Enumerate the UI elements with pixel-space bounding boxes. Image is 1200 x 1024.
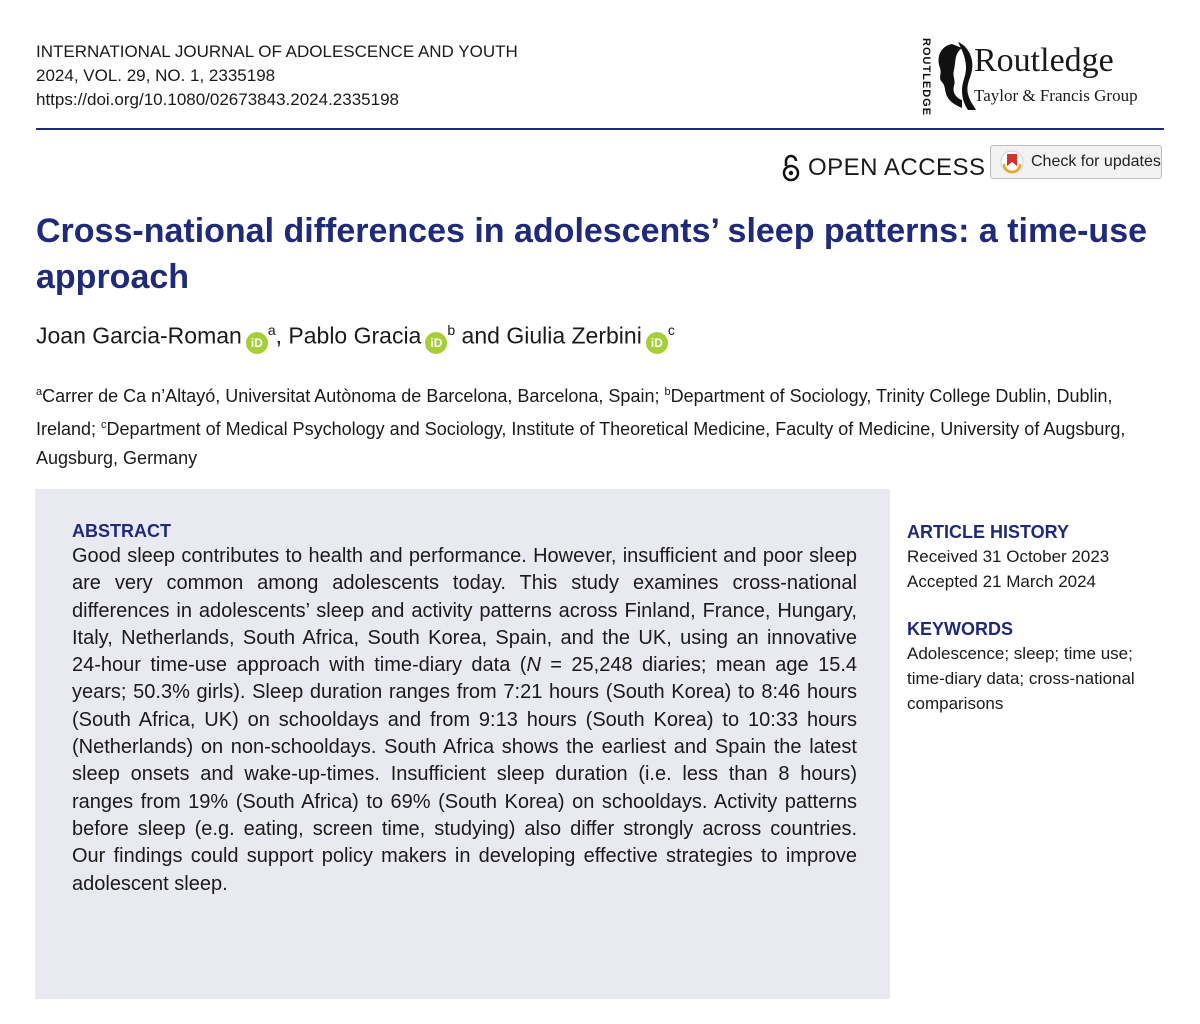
orcid-icon[interactable]: iD xyxy=(246,332,268,354)
open-lock-icon xyxy=(782,154,800,182)
orcid-icon[interactable]: iD xyxy=(646,332,668,354)
publisher-vertical-text: ROUTLEDGE xyxy=(920,38,932,117)
affiliation-marker: a xyxy=(267,322,276,338)
crossmark-icon xyxy=(999,149,1025,175)
affiliation-marker: c xyxy=(667,322,675,338)
affiliation-text: Department of Sociology, Trinity College Dublin, Dublin, Ireland; xyxy=(36,386,1113,439)
header-divider xyxy=(36,128,1164,130)
journal-header xyxy=(36,40,518,112)
affiliation-sup: a xyxy=(36,386,43,398)
author-separator: , xyxy=(275,322,289,349)
keywords xyxy=(907,617,1169,716)
article-title: Cross-national differences in adolescents’ sleep patterns: a time-use approach xyxy=(36,212,1148,296)
publisher-group: Taylor & Francis Group xyxy=(974,86,1138,105)
received-date: Received 31 October 2023 xyxy=(907,547,1110,566)
author-list xyxy=(36,322,675,354)
author-name: Giulia Zerbini xyxy=(506,322,642,349)
author-name: Joan Garcia-Roman xyxy=(36,322,242,349)
journal-volume: 2024, VOL. 29, NO. 1, 2335198 xyxy=(36,66,276,85)
affiliation-marker: b xyxy=(447,322,456,338)
keywords-heading: KEYWORDS xyxy=(907,619,1014,639)
article-history xyxy=(907,520,1177,594)
check-for-updates-label: Check for updates xyxy=(1031,153,1161,170)
abstract-box xyxy=(35,489,890,999)
article-history-heading: ARTICLE HISTORY xyxy=(907,522,1070,542)
orcid-icon[interactable]: iD xyxy=(425,332,447,354)
abstract-text-part: Good sleep contributes to health and performance. However, insufficient and poor sleep are very common among adolescents today. This study examines cross-national differences in adolescents’ sleep and activity patterns across Finland, France, Hungary, Italy, Netherlands, South Africa, South Korea, Spain, and the UK, using an innovative 24-hour time-use approach with time-diary data ( xyxy=(72,545,857,677)
abstract-text xyxy=(72,543,857,898)
check-for-updates-button[interactable] xyxy=(990,145,1162,179)
abstract-text-part: = 25,248 diaries; mean age 15.4 years; 50.3% girls). Sleep duration ranges from 7:21 hours (South Korea) to 8:46 hours (South Africa, UK) on schooldays and from 9:13 hours (South Korea) to 10:33 hours (Netherlands) on non-schooldays. South Africa shows the earliest and Spain the latest sleep onsets and wake-up-times. Insufficient sleep duration (i.e. less than 8 hours) ranges from 19% (South Africa) to 69% (South Korea) on schooldays. Activity patterns before sleep (e.g. eating, screen time, studying) also differ strongly across countries. Our findings could support policy makers in developing effective strategies to improve adolescent sleep. xyxy=(72,654,857,895)
publisher-name: Routledge xyxy=(974,42,1114,79)
affiliation-sup: b xyxy=(664,386,671,398)
author-name: Pablo Gracia xyxy=(288,322,422,349)
open-access-label: OPEN ACCESS xyxy=(808,154,986,181)
abstract-n-symbol: N xyxy=(526,654,541,677)
author-separator: and xyxy=(455,322,507,349)
affiliation-text: Carrer de Ca n’Altayó, Universitat Autònoma de Barcelona, Barcelona, Spain; xyxy=(42,386,665,406)
publisher-logo xyxy=(912,36,1172,116)
affiliations xyxy=(36,378,1166,473)
affiliation-sup: c xyxy=(101,419,107,431)
abstract-heading: ABSTRACT xyxy=(72,521,171,541)
open-access-badge xyxy=(782,152,986,184)
affiliation-text: Department of Medical Psychology and Sociology, Institute of Theoretical Medicine, Faculty of Medicine, University of Augsburg, Augsburg, Germany xyxy=(36,419,1126,468)
accepted-date: Accepted 21 March 2024 xyxy=(907,572,1097,591)
journal-name: INTERNATIONAL JOURNAL OF ADOLESCENCE AND YOUTH xyxy=(36,42,518,61)
keywords-text: Adolescence; sleep; time use; time-diary data; cross-national comparisons xyxy=(907,644,1135,713)
doi-link[interactable]: https://doi.org/10.1080/02673843.2024.2335198 xyxy=(36,90,399,109)
